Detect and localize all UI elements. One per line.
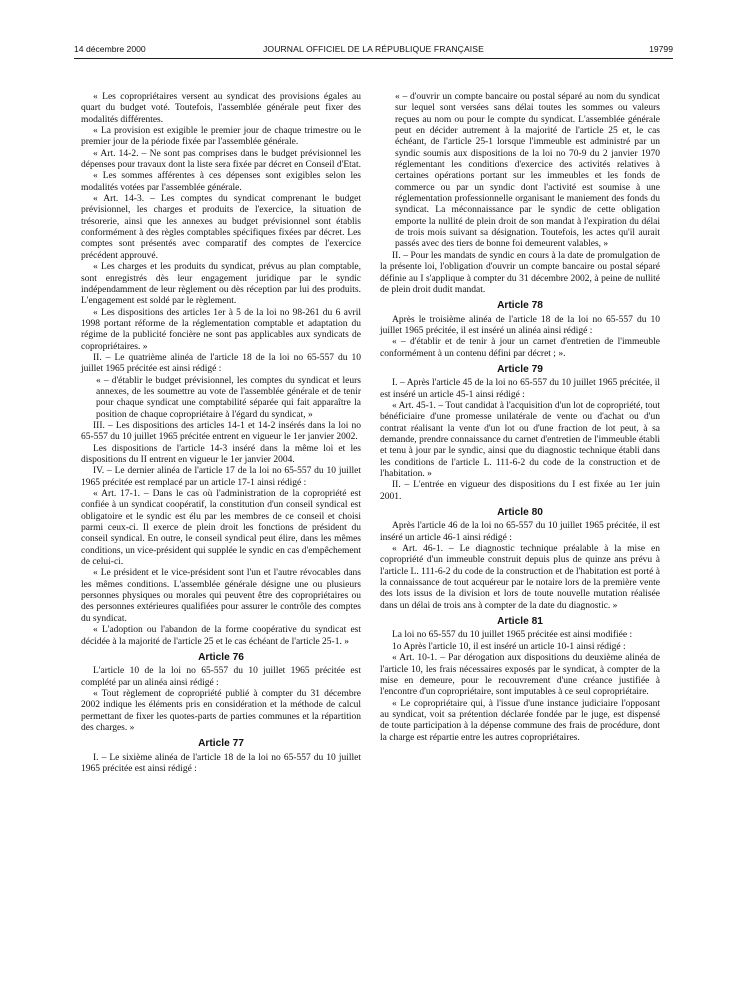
article-heading: Article 81 — [497, 616, 543, 628]
paragraph: « Les dispositions des articles 1er à 5 de la loi no 98-261 du 6 avril 1998 portant réforme de la réglementation comptable et adaptation du régime de la publicité foncière ne sont pas applicables aux syndicats de copropriétaires. » — [81, 307, 361, 352]
paragraph: « Le copropriétaire qui, à l'issue d'une instance judiciaire l'opposant au syndicat, voit sa prétention déclarée fondée par le juge, est dispensé de toute participation à la dépense commune des frais de procédure, dont la charge est répartie entre les autres copropriétaires. — [380, 698, 660, 743]
header-rule — [74, 58, 673, 59]
paragraph: « Les sommes afférentes à ces dépenses sont exigibles selon les modalités votées par l'assemblée générale. — [81, 171, 361, 193]
article-heading: Article 78 — [497, 300, 543, 312]
header-title: JOURNAL OFFICIEL DE LA RÉPUBLIQUE FRANÇAISE — [263, 44, 484, 54]
paragraph: I. – Après l'article 45 de la loi no 65-557 du 10 juillet 1965 précitée, il est inséré un article 45-1 ainsi rédigé : — [380, 378, 660, 400]
paragraph: « Tout règlement de copropriété publié à compter du 31 décembre 2002 indique les éléments pris en considération et la méthode de calcul permettant de fixer les quotes-parts de parties communes et la répartition des charges. » — [81, 688, 361, 733]
paragraph: Les dispositions de l'article 14-3 inséré dans la même loi et les dispositions du II entrent en vigueur le 1er janvier 2004. — [81, 443, 361, 465]
paragraph: Après le troisième alinéa de l'article 18 de la loi no 65-557 du 10 juillet 1965 précitée, il est inséré un alinéa ainsi rédigé : — [380, 314, 660, 336]
paragraph: « Art. 14-3. – Les comptes du syndicat comprenant le budget prévisionnel, les charges et produits de l'exercice, la situation de trésorerie, ainsi que les annexes au budget prévisionnel sont établis conformément à des règles comptables spécifiques fixées par décret. Les comptes sont présentés avec comparatif des comptes de l'exercice précédent approuvé. — [81, 194, 361, 261]
paragraph: « La provision est exigible le premier jour de chaque trimestre ou le premier jour de la période fixée par l'assemblée générale. — [81, 126, 361, 148]
paragraph: « – d'ouvrir un compte bancaire ou postal séparé au nom du syndicat sur lequel sont versées sans délai toutes les sommes ou valeurs reçues au nom ou pour le compte du syndicat. L'assemblée générale peut en décider autrement à la majorité de l'article 25 et, le cas échéant, de l'article 25-1 lorsque l'immeuble est administré par un syndic soumis aux dispositions de la loi no 70-9 du 2 janvier 1970 réglementant les conditions d'exercice des activités relatives à certaines opérations portant sur les immeubles et les fonds de commerce ou par un syndic dont l'activité est soumise à une réglementation professionnelle organisant le maniement des fonds du syndicat. La méconnaissance par le syndic de cette obligation emporte la nullité de plein droit de son mandat à l'expiration du délai de trois mois suivant sa désignation. Toutefois, les actes qu'il aurait passés avec des tiers de bonne foi demeurent valables, » — [395, 92, 660, 250]
article-heading: Article 79 — [497, 363, 543, 375]
paragraph: « Art. 45-1. – Tout candidat à l'acquisition d'un lot de copropriété, tout bénéficiaire d'une promesse unilatérale de vente ou d'achat ou d'un contrat réalisant la vente d'un lot ou d'une fraction de lot peut, à sa demande, prendre connaissance du carnet d'entretien de l'immeuble établi et tenu à jour par le syndic, ainsi que du diagnostic technique établi dans les conditions de l'article L. 111-6-2 du code de la construction et de l'habitation. » — [380, 400, 660, 479]
paragraph: « L'adoption ou l'abandon de la forme coopérative du syndicat est décidée à la majorité de l'article 25 et le cas échéant de l'article 25-1. » — [81, 625, 361, 647]
page-header — [74, 44, 673, 58]
paragraph: « Le président et le vice-président sont l'un et l'autre révocables dans les mêmes conditions. L'assemblée générale désigne une ou plusieurs personnes physiques ou morales qui peuvent être des copropriétaires ou des personnes extérieures qualifiées pour assurer le contrôle des comptes du syndicat. — [81, 568, 361, 624]
paragraph: « Les copropriétaires versent au syndicat des provisions égales au quart du budget voté. Toutefois, l'assemblée générale peut fixer des modalités différentes. — [81, 92, 361, 125]
paragraph: « Art. 46-1. – Le diagnostic technique préalable à la mise en copropriété d'un immeuble construit depuis plus de quinze ans prévu à l'article L. 111-6-2 du code de la construction et de l'habitation est porté à la connaissance de tout acquéreur par le notaire lors de la première vente des lots issus de la division et lors de toute nouvelle mutation réalisée dans un délai de trois ans à compter de la date du diagnostic. » — [380, 544, 660, 611]
paragraph: Après l'article 46 de la loi no 65-557 du 10 juillet 1965 précitée, il est inséré un article 46-1 ainsi rédigé : — [380, 521, 660, 543]
paragraph: 1o Après l'article 10, il est inséré un article 10-1 ainsi rédigé : — [392, 641, 626, 652]
paragraph: II. – L'entrée en vigueur des dispositions du I est fixée au 1er juin 2001. — [380, 480, 660, 502]
paragraph: L'article 10 de la loi no 65-557 du 10 juillet 1965 précitée est complété par un alinéa ainsi rédigé : — [81, 666, 361, 688]
paragraph: « Les charges et les produits du syndicat, prévus au plan comptable, sont enregistrés dès leur engagement juridique par le syndic indépendamment de leur règlement ou dès réception par lui des produits. L'engagement est soldé par le règlement. — [81, 262, 361, 307]
article-heading: Article 80 — [497, 507, 543, 519]
paragraph: « Art. 14-2. – Ne sont pas comprises dans le budget prévisionnel les dépenses pour travaux dont la liste sera fixée par décret en Conseil d'Etat. — [81, 148, 362, 171]
paragraph: II. – Pour les mandats de syndic en cours à la date de promulgation de la présente loi, l'obligation d'ouvrir un compte bancaire ou postal séparé définie au I s'applique à compter du 31 décembre 2002, à peine de nullité de plein droit dudit mandat. — [380, 250, 660, 295]
paragraph: III. – Les dispositions des articles 14-1 et 14-2 insérés dans la loi no 65-557 du 10 juillet 1965 précitée entrent en vigueur le 1er janvier 2002. — [81, 420, 361, 443]
article-heading: Article 76 — [198, 651, 244, 663]
article-heading: Article 77 — [198, 738, 244, 750]
paragraph: « Art. 10-1. – Par dérogation aux dispositions du deuxième alinéa de l'article 10, les frais nécessaires exposés par le syndicat, à compter de la mise en demeure, pour le recouvrement d'une créance justifiée à l'encontre d'un copropriétaire, sont imputables à ce seul copropriétaire. — [380, 653, 660, 698]
paragraph: IV. – Le dernier alinéa de l'article 17 de la loi no 65-557 du 10 juillet 1965 précitée est remplacé par un article 17-1 ainsi rédigé : — [81, 466, 361, 488]
header-date: 14 décembre 2000 — [74, 44, 146, 54]
right-column — [380, 92, 660, 744]
paragraph: La loi no 65-557 du 10 juillet 1965 précitée est ainsi modifiée : — [392, 630, 633, 641]
left-column — [81, 92, 361, 775]
paragraph: « – d'établir le budget prévisionnel, les comptes du syndicat et leurs annexes, de les soumettre au vote de l'assemblée générale et de tenir pour chaque syndicat une comptabilité séparée qui fait apparaître la position de chaque copropriétaire à l'égard du syndicat, » — [96, 375, 361, 420]
paragraph: « – d'établir et de tenir à jour un carnet d'entretien de l'immeuble conformément à un contenu défini par décret ; ». — [380, 337, 660, 359]
paragraph: « Art. 17-1. – Dans le cas où l'administration de la copropriété est confiée à un syndicat coopératif, la constitution d'un conseil syndical est obligatoire et le syndic est élu par les membres de ce conseil et choisi parmi ceux-ci. Il exerce de plein droit les fonctions de président du conseil syndical. En outre, le conseil syndical peut élire, dans les mêmes conditions, un vice-président qui supplée le syndic en cas d'empêchement de celui-ci. — [81, 489, 361, 568]
header-page-number: 19799 — [649, 44, 673, 54]
paragraph: I. – Le sixième alinéa de l'article 18 de la loi no 65-557 du 10 juillet 1965 précitée est ainsi rédigé : — [81, 752, 361, 774]
paragraph: II. – Le quatrième alinéa de l'article 18 de la loi no 65-557 du 10 juillet 1965 précitée est ainsi rédigé : — [81, 352, 361, 375]
